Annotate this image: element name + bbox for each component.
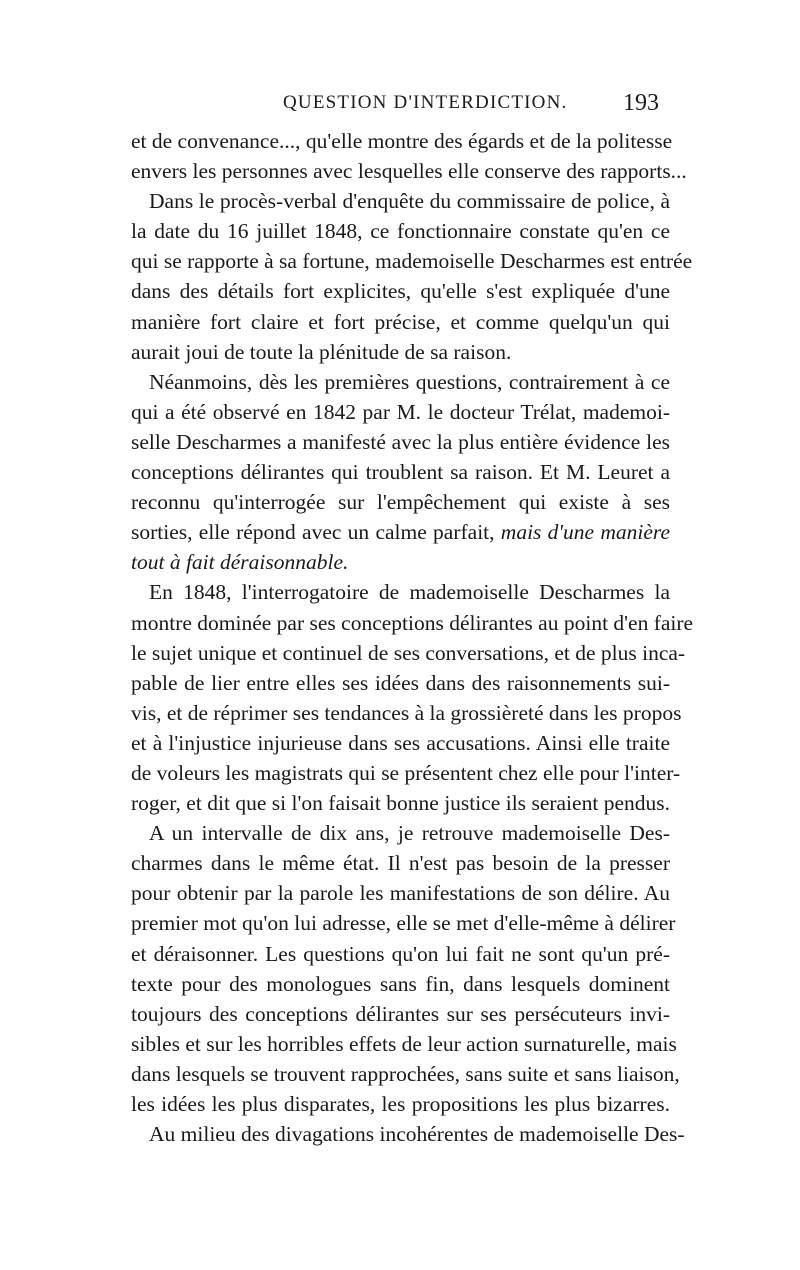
text-line-mixed <box>131 517 670 547</box>
text-line: toujours des conceptions délirantes sur ses persécuteurs invi- <box>131 1001 670 1026</box>
text-line: envers les personnes avec lesquelles elle conserve des rapports... <box>131 159 687 184</box>
text-line: texte pour des monologues sans fin, dans lesquels dominent <box>131 971 670 996</box>
paragraph-first-line: Au milieu des divagations incohérentes de mademoiselle Des- <box>149 1122 685 1147</box>
text-line: sibles et sur les horribles effets de leur action surnaturelle, mais <box>131 1031 677 1056</box>
page-header <box>131 92 659 122</box>
text-line: dans lesquels se trouvent rapprochées, sans suite et sans liaison, <box>131 1061 680 1086</box>
text-line: la date du 16 juillet 1848, ce fonctionnaire constate qu'en ce <box>131 219 670 244</box>
text-line: pable de lier entre elles ses idées dans des raisonnements sui- <box>131 670 670 695</box>
text-line: et de convenance..., qu'elle montre des égards et de la politesse <box>131 129 673 153</box>
text-line: et déraisonner. Les questions qu'on lui fait ne sont qu'un pré- <box>131 941 670 966</box>
running-title: QUESTION D'INTERDICTION. <box>283 92 568 113</box>
text-segment: sorties, elle répond avec un calme parfait, <box>131 520 495 545</box>
text-line: premier mot qu'on lui adresse, elle se met d'elle-même à délirer <box>131 911 676 936</box>
italic-segment: mais d'une manière <box>500 520 670 545</box>
text-line: dans des détails fort explicites, qu'elle s'est expliquée d'une <box>131 279 670 304</box>
text-line: qui a été observé en 1842 par M. le docteur Trélat, mademoi- <box>131 399 670 424</box>
text-line: de voleurs les magistrats qui se présentent chez elle pour l'inter- <box>131 760 681 785</box>
text-line: aurait joui de toute la plénitude de sa raison. <box>131 339 512 364</box>
text-line: et à l'injustice injurieuse dans ses accusations. Ainsi elle traite <box>131 730 670 755</box>
text-line: le sujet unique et continuel de ses conversations, et de plus inca- <box>131 640 686 665</box>
text-line: charmes dans le même état. Il n'est pas besoin de la presser <box>131 851 670 876</box>
text-line: les idées les plus disparates, les propositions les plus bizarres. <box>131 1092 670 1116</box>
paragraph-first-line: En 1848, l'interrogatoire de mademoiselle Descharmes la <box>149 580 670 605</box>
body-text <box>131 126 694 1149</box>
text-line: qui se rapporte à sa fortune, mademoiselle Descharmes est entrée <box>131 249 693 274</box>
text-line: manière fort claire et fort précise, et comme quelqu'un qui <box>131 309 670 334</box>
text-line: roger, et dit que si l'on faisait bonne justice ils seraient pendus. <box>131 791 670 816</box>
page-number: 193 <box>623 90 659 116</box>
text-line: conceptions délirantes qui troublent sa raison. Et M. Leuret a <box>131 460 670 485</box>
text-line: vis, et de réprimer ses tendances à la grossièreté dans les propos <box>131 700 682 725</box>
paragraph-first-line: Néanmoins, dès les premières questions, contrairement à ce <box>149 369 670 394</box>
text-line: selle Descharmes a manifesté avec la plus entière évidence les <box>131 429 670 454</box>
paragraph-first-line: A un intervalle de dix ans, je retrouve mademoiselle Des- <box>149 821 670 846</box>
text-line: pour obtenir par la parole les manifestations de son délire. Au <box>131 881 670 906</box>
text-line: montre dominée par ses conceptions délirantes au point d'en faire <box>131 610 694 635</box>
paragraph-first-line: Dans le procès-verbal d'enquête du commissaire de police, à <box>149 189 670 214</box>
text-line: reconnu qu'interrogée sur l'empêchement qui existe à ses <box>131 490 670 515</box>
italic-line: tout à fait déraisonnable. <box>131 550 349 575</box>
